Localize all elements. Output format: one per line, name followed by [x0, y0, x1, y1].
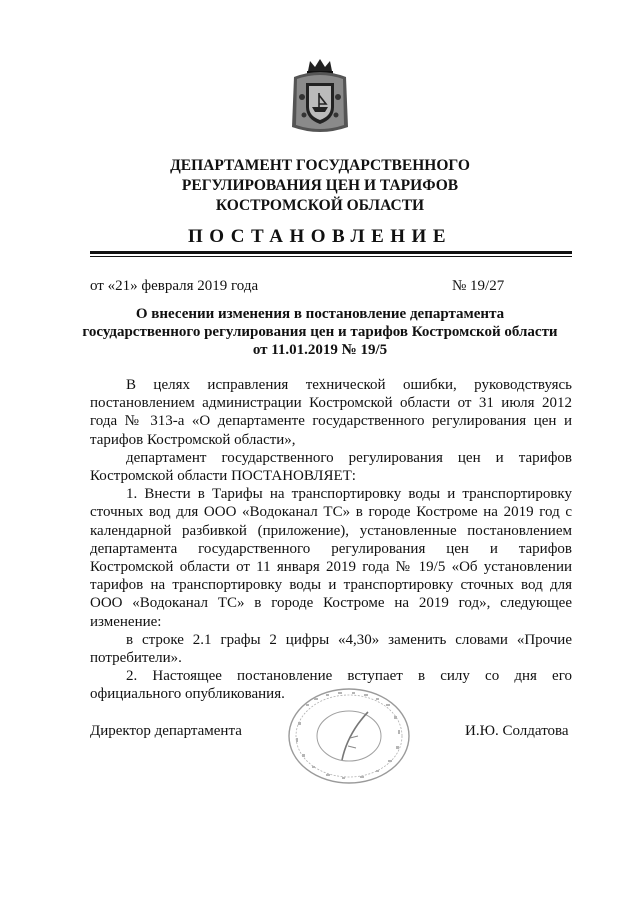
coat-of-arms-icon	[288, 57, 352, 137]
paragraph: в строке 2.1 графы 2 цифры «4,30» заменить словами «Прочие потребители».	[90, 631, 572, 667]
paragraph: 2. Настоящее постановление вступает в силу со дня его официального опубликования.	[90, 668, 572, 703]
document-subject: О внесении изменения в постановление департамента государственного регулирования цен и тарифов Костромской области от 11.01.2019 № 19/5	[82, 306, 558, 358]
official-seal-icon	[286, 686, 412, 786]
document-type: ПОСТАНОВЛЕНИЕ	[187, 226, 453, 247]
title-rule	[90, 251, 572, 254]
title-rule-thin	[90, 256, 572, 257]
document-body	[90, 376, 572, 704]
paragraph: В целях исправления технической ошибки, руководствуясь постановлением администрации Костромской области от 31 июля 2012 года № 313-а «О департаменте государственного регулирования цен и тарифов Костромской области»,	[90, 377, 572, 448]
document-date: от «21» февраля 2019 года	[90, 278, 259, 294]
signatory-name: И.Ю. Солдатова	[465, 723, 569, 739]
document-number: № 19/27	[452, 278, 505, 294]
paragraph: департамент государственного регулирования цен и тарифов Костромской области ПОСТАНОВЛЯЕТ:	[90, 449, 572, 485]
paragraph: 1. Внести в Тарифы на транспортировку воды и транспортировку сточных вод для ООО «Водоканал ТС» в городе Костроме на 2019 год с календарной разбивкой (приложение), установленные постановлением департамента государственного регулирования цен и тарифов Костромской области от 11 января 2019 года № 19/5 «Об установлении тарифов на транспортировку воды и транспортировку сточных вод для ООО «Водоканал ТС» в городе Костроме на 2019 год», следующее изменение:	[90, 486, 572, 630]
department-name: ДЕПАРТАМЕНТ ГОСУДАРСТВЕННОГО РЕГУЛИРОВАНИЯ ЦЕН И ТАРИФОВ КОСТРОМСКОЙ ОБЛАСТИ	[170, 157, 470, 214]
signatory-position: Директор департамента	[90, 723, 242, 739]
